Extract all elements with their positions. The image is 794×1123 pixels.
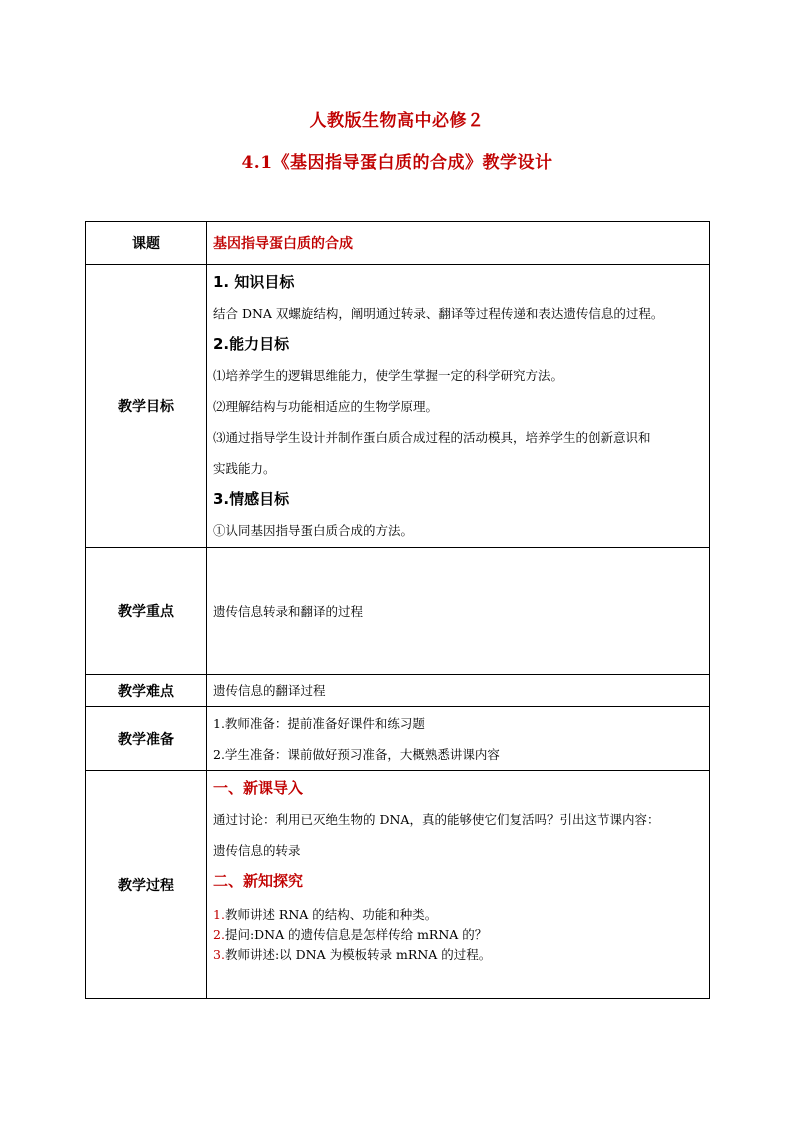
- goal-ability-3b: 实践能力。: [213, 461, 276, 476]
- process-heading-intro: 一、新课导入: [213, 779, 304, 797]
- goal-knowledge-text: 结合 DNA 双螺旋结构，阐明通过转录、翻译等过程传递和表达遗传信息的过程。: [213, 306, 664, 321]
- goal-emotion-text: ①认同基因指导蛋白质合成的方法。: [213, 523, 414, 538]
- document-title: 人教版生物高中必修２: [309, 111, 485, 131]
- label-difficulties: 教学难点: [86, 675, 207, 707]
- process-item-text: 教师讲述:以 DNA 为模板转录 mRNA 的过程。: [224, 947, 492, 962]
- prep-teacher: 1.教师准备：提前准备好课件和练习题: [213, 715, 425, 731]
- document-subtitle: 4.1《基因指导蛋白质的合成》教学设计: [241, 153, 553, 173]
- row-goals: [86, 265, 710, 548]
- process-intro-text-1: 通过讨论：利用已灭绝生物的 DNA，真的能够使它们复活吗？引出这节课内容：: [213, 812, 660, 827]
- goal-ability-1: ⑴培养学生的逻辑思维能力，使学生掌握一定的科学研究方法。: [213, 368, 564, 383]
- key-points-text: 遗传信息转录和翻译的过程: [213, 603, 364, 619]
- process-item-number: 2.: [213, 927, 225, 942]
- goal-heading-emotion: 3.情感目标: [213, 490, 290, 508]
- process-item-text: 教师讲述 RNA 的结构、功能和种类。: [224, 907, 438, 922]
- row-topic: [86, 222, 710, 265]
- label-key-points: 教学重点: [86, 548, 207, 675]
- process-item-number: 1.: [213, 907, 225, 922]
- label-goals: 教学目标: [86, 265, 207, 548]
- row-preparation: [86, 707, 710, 771]
- process-item-number: 3.: [213, 947, 225, 962]
- process-heading-explore: 二、新知探究: [213, 872, 304, 890]
- row-process: [86, 771, 710, 999]
- goal-heading-ability: 2.能力目标: [213, 335, 290, 353]
- process-item: [213, 945, 703, 965]
- goal-ability-3a: ⑶通过指导学生设计并制作蛋白质合成过程的活动模具，培养学生的创新意识和: [213, 430, 651, 445]
- process-intro-text-2: 遗传信息的转录: [213, 843, 301, 858]
- process-item: [213, 925, 703, 945]
- row-difficulties: [86, 675, 710, 707]
- difficulties-text: 遗传信息的翻译过程: [213, 683, 326, 698]
- prep-student: 2.学生准备：课前做好预习准备，大概熟悉讲课内容: [213, 746, 500, 762]
- lesson-plan-table: [85, 221, 710, 999]
- topic-value: 基因指导蛋白质的合成: [213, 236, 353, 252]
- row-key-points: [86, 548, 710, 675]
- label-preparation: 教学准备: [86, 707, 207, 771]
- process-item: [213, 905, 703, 925]
- goal-heading-knowledge: 1. 知识目标: [213, 273, 295, 291]
- process-item-text: 提问:DNA 的遗传信息是怎样传给 mRNA 的？: [224, 927, 488, 942]
- goal-ability-2: ⑵理解结构与功能相适应的生物学原理。: [213, 399, 439, 414]
- label-process: 教学过程: [86, 771, 207, 999]
- label-topic: 课题: [86, 222, 207, 265]
